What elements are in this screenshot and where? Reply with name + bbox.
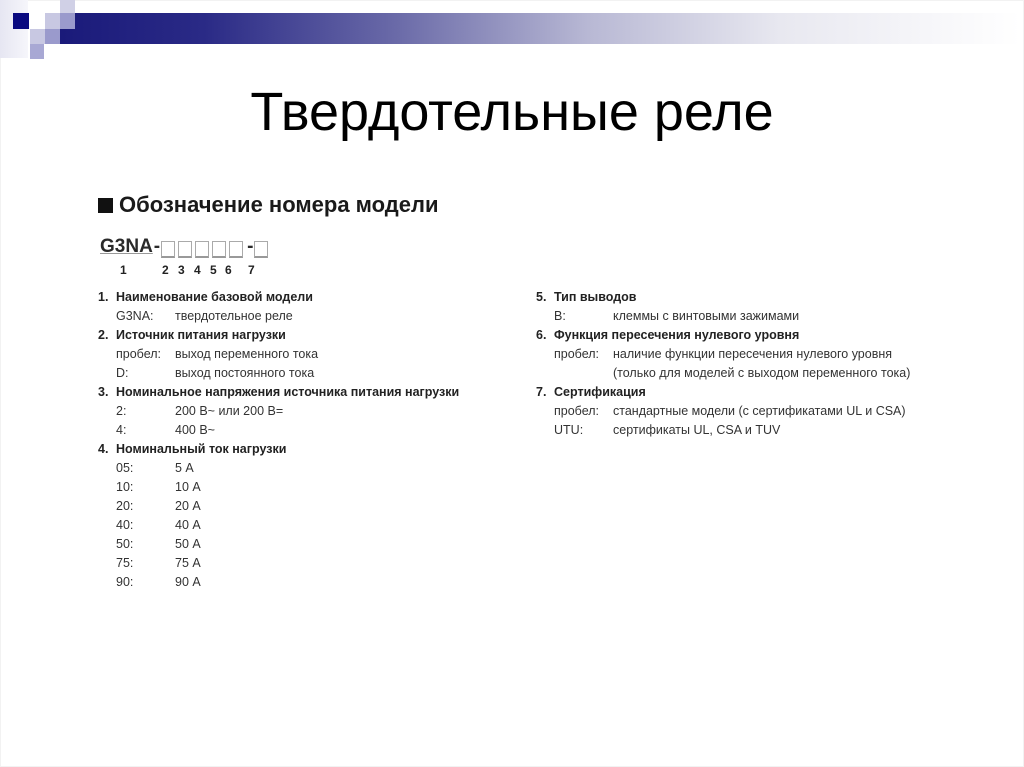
row-value: 10 А bbox=[175, 480, 201, 494]
legend-item-5 bbox=[536, 288, 956, 326]
row-key: 10: bbox=[116, 480, 134, 494]
row-value-line2: (только для моделей с выходом переменного тока) bbox=[613, 366, 911, 380]
row-value: выход постоянного тока bbox=[175, 366, 315, 380]
legend-item-6 bbox=[536, 326, 956, 383]
item-heading: Номинальное напряжения источника питания нагрузки bbox=[116, 385, 460, 399]
position-number: 1 bbox=[120, 263, 127, 277]
row-key: 20: bbox=[116, 499, 134, 513]
row-value-line1: наличие функции пересечения нулевого уровня bbox=[613, 347, 893, 361]
model-code bbox=[100, 236, 271, 258]
position-number: 4 bbox=[194, 263, 201, 277]
position-number: 7 bbox=[248, 263, 255, 277]
model-dash: - bbox=[153, 236, 161, 257]
row-key: G3NA: bbox=[116, 309, 154, 323]
item-number: 6. bbox=[536, 328, 547, 342]
deco-square bbox=[30, 29, 45, 44]
item-number: 5. bbox=[536, 290, 547, 304]
item-number: 4. bbox=[98, 442, 109, 456]
row-key: пробел: bbox=[116, 347, 161, 361]
code-box-4 bbox=[195, 241, 209, 258]
row-value: 5 А bbox=[175, 461, 194, 475]
legend-left-column bbox=[98, 288, 518, 592]
position-number: 6 bbox=[225, 263, 232, 277]
item-number: 1. bbox=[98, 290, 109, 304]
item-heading: Сертификация bbox=[554, 385, 646, 399]
row-key: пробел: bbox=[554, 347, 599, 361]
header-gradient-bar bbox=[60, 13, 1020, 44]
row-key: 2: bbox=[116, 404, 127, 418]
row-value: клеммы с винтовыми зажимами bbox=[613, 309, 800, 323]
row-value: стандартные модели (с сертификатами UL и CSA) bbox=[613, 404, 906, 418]
row-value: 75 А bbox=[175, 556, 201, 570]
row-value: 50 А bbox=[175, 537, 201, 551]
code-box-6 bbox=[229, 241, 243, 258]
legend-item-3 bbox=[98, 383, 518, 440]
item-heading: Номинальный ток нагрузки bbox=[116, 442, 287, 456]
item-heading: Тип выводов bbox=[554, 290, 637, 304]
item-number: 7. bbox=[536, 385, 547, 399]
code-box-5 bbox=[212, 241, 226, 258]
position-number: 3 bbox=[178, 263, 185, 277]
deco-square bbox=[13, 13, 29, 29]
deco-square bbox=[60, 0, 75, 13]
legend-item-7 bbox=[536, 383, 956, 440]
position-number: 5 bbox=[210, 263, 217, 277]
item-number: 3. bbox=[98, 385, 109, 399]
deco-square bbox=[60, 13, 75, 29]
item-heading: Наименование базовой модели bbox=[116, 290, 313, 304]
row-value: 400 В~ bbox=[175, 423, 215, 437]
row-key: 50: bbox=[116, 537, 134, 551]
row-value: 20 А bbox=[175, 499, 201, 513]
row-key: 40: bbox=[116, 518, 134, 532]
row-value: твердотельное реле bbox=[175, 309, 293, 323]
model-dash: - bbox=[247, 236, 254, 257]
row-value bbox=[613, 345, 910, 383]
row-value: 40 А bbox=[175, 518, 201, 532]
legend-item-1 bbox=[98, 288, 518, 326]
legend-item-4 bbox=[98, 440, 518, 592]
item-number: 2. bbox=[98, 328, 109, 342]
section-heading bbox=[98, 192, 439, 218]
row-key: 4: bbox=[116, 423, 127, 437]
code-box-7 bbox=[254, 241, 268, 258]
bullet-square-icon bbox=[98, 198, 113, 213]
section-heading-text: Обозначение номера модели bbox=[119, 192, 439, 217]
row-value: сертификаты UL, CSA и TUV bbox=[613, 423, 781, 437]
legend-item-2 bbox=[98, 326, 518, 383]
row-key: B: bbox=[554, 309, 566, 323]
row-key: 90: bbox=[116, 575, 134, 589]
legend-right-column bbox=[536, 288, 956, 440]
page-title: Твердотельные реле bbox=[250, 82, 774, 142]
deco-square bbox=[45, 13, 60, 29]
row-value: 200 В~ или 200 В= bbox=[175, 404, 284, 418]
row-key: 05: bbox=[116, 461, 134, 475]
item-heading: Функция пересечения нулевого уровня bbox=[554, 328, 800, 342]
row-key: UTU: bbox=[554, 423, 584, 437]
code-box-2 bbox=[161, 241, 175, 258]
item-heading: Источник питания нагрузки bbox=[116, 328, 286, 342]
deco-square bbox=[0, 0, 28, 58]
row-key: 75: bbox=[116, 556, 134, 570]
position-number: 2 bbox=[162, 263, 169, 277]
row-key: D: bbox=[116, 366, 129, 380]
row-value: выход переменного тока bbox=[175, 347, 319, 361]
row-value: 90 А bbox=[175, 575, 201, 589]
code-box-3 bbox=[178, 241, 192, 258]
model-base: G3NA bbox=[100, 236, 153, 257]
row-key: пробел: bbox=[554, 404, 599, 418]
deco-square bbox=[45, 29, 60, 44]
deco-square bbox=[30, 44, 44, 59]
